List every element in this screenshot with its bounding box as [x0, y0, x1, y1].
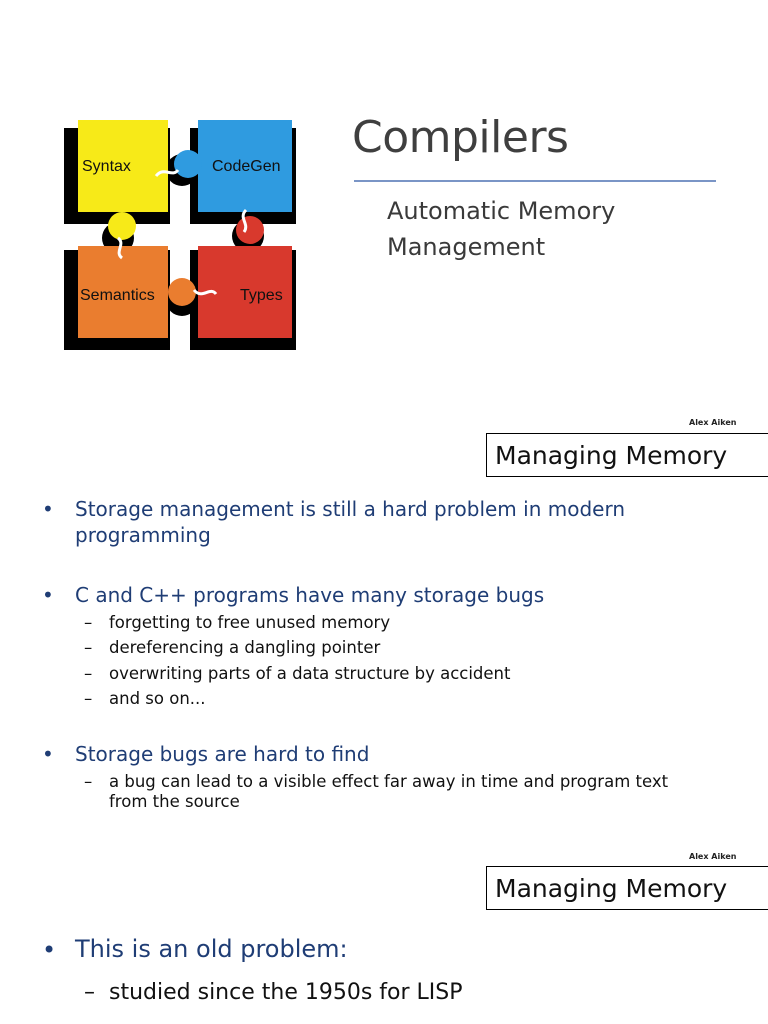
sub-bullet-text: overwriting parts of a data structure by accident	[109, 664, 511, 683]
puzzle-label-syntax: Syntax	[82, 158, 131, 175]
bullet-text: Storage bugs are hard to find	[75, 742, 370, 766]
author-credit: Alex Aiken	[689, 418, 737, 427]
dash-marker: –	[84, 980, 95, 1005]
dash-marker: –	[84, 689, 93, 708]
bullet-marker: •	[42, 936, 57, 964]
title-divider	[354, 180, 716, 182]
slide-heading: Managing Memory	[486, 866, 768, 910]
puzzle-label-codegen: CodeGen	[212, 158, 281, 175]
sub-bullet-text: and so on...	[109, 689, 206, 708]
dash-marker: –	[84, 664, 93, 683]
compiler-puzzle-logo	[60, 118, 300, 354]
sub-bullet-text: dereferencing a dangling pointer	[109, 638, 381, 657]
slide-subtitle-line-1: Automatic Memory	[387, 197, 616, 225]
author-credit: Alex Aiken	[689, 852, 737, 861]
bullet-text-continuation: programming	[75, 523, 211, 547]
bullet-marker: •	[42, 583, 54, 607]
bullet-text: C and C++ programs have many storage bugs	[75, 583, 545, 607]
sub-bullet-text-continuation: from the source	[109, 792, 240, 811]
bullet-text: This is an old problem:	[75, 935, 348, 963]
bullet-marker: •	[42, 497, 54, 521]
bullet-text: Storage management is still a hard problem in modern	[75, 497, 625, 521]
bullet-marker: •	[42, 742, 54, 766]
sub-bullet-text: a bug can lead to a visible effect far away in time and program text	[109, 772, 669, 791]
slide-heading: Managing Memory	[486, 433, 768, 477]
dash-marker: –	[84, 613, 93, 632]
dash-marker: –	[84, 638, 93, 657]
dash-marker: –	[84, 772, 93, 791]
sub-bullet-text: forgetting to free unused memory	[109, 613, 391, 632]
slide-title: Compilers	[352, 112, 569, 163]
slide-subtitle-line-2: Management	[387, 233, 546, 261]
puzzle-label-semantics: Semantics	[80, 287, 155, 304]
puzzle-label-types: Types	[240, 287, 283, 304]
sub-bullet-text: studied since the 1950s for LISP	[109, 980, 463, 1005]
